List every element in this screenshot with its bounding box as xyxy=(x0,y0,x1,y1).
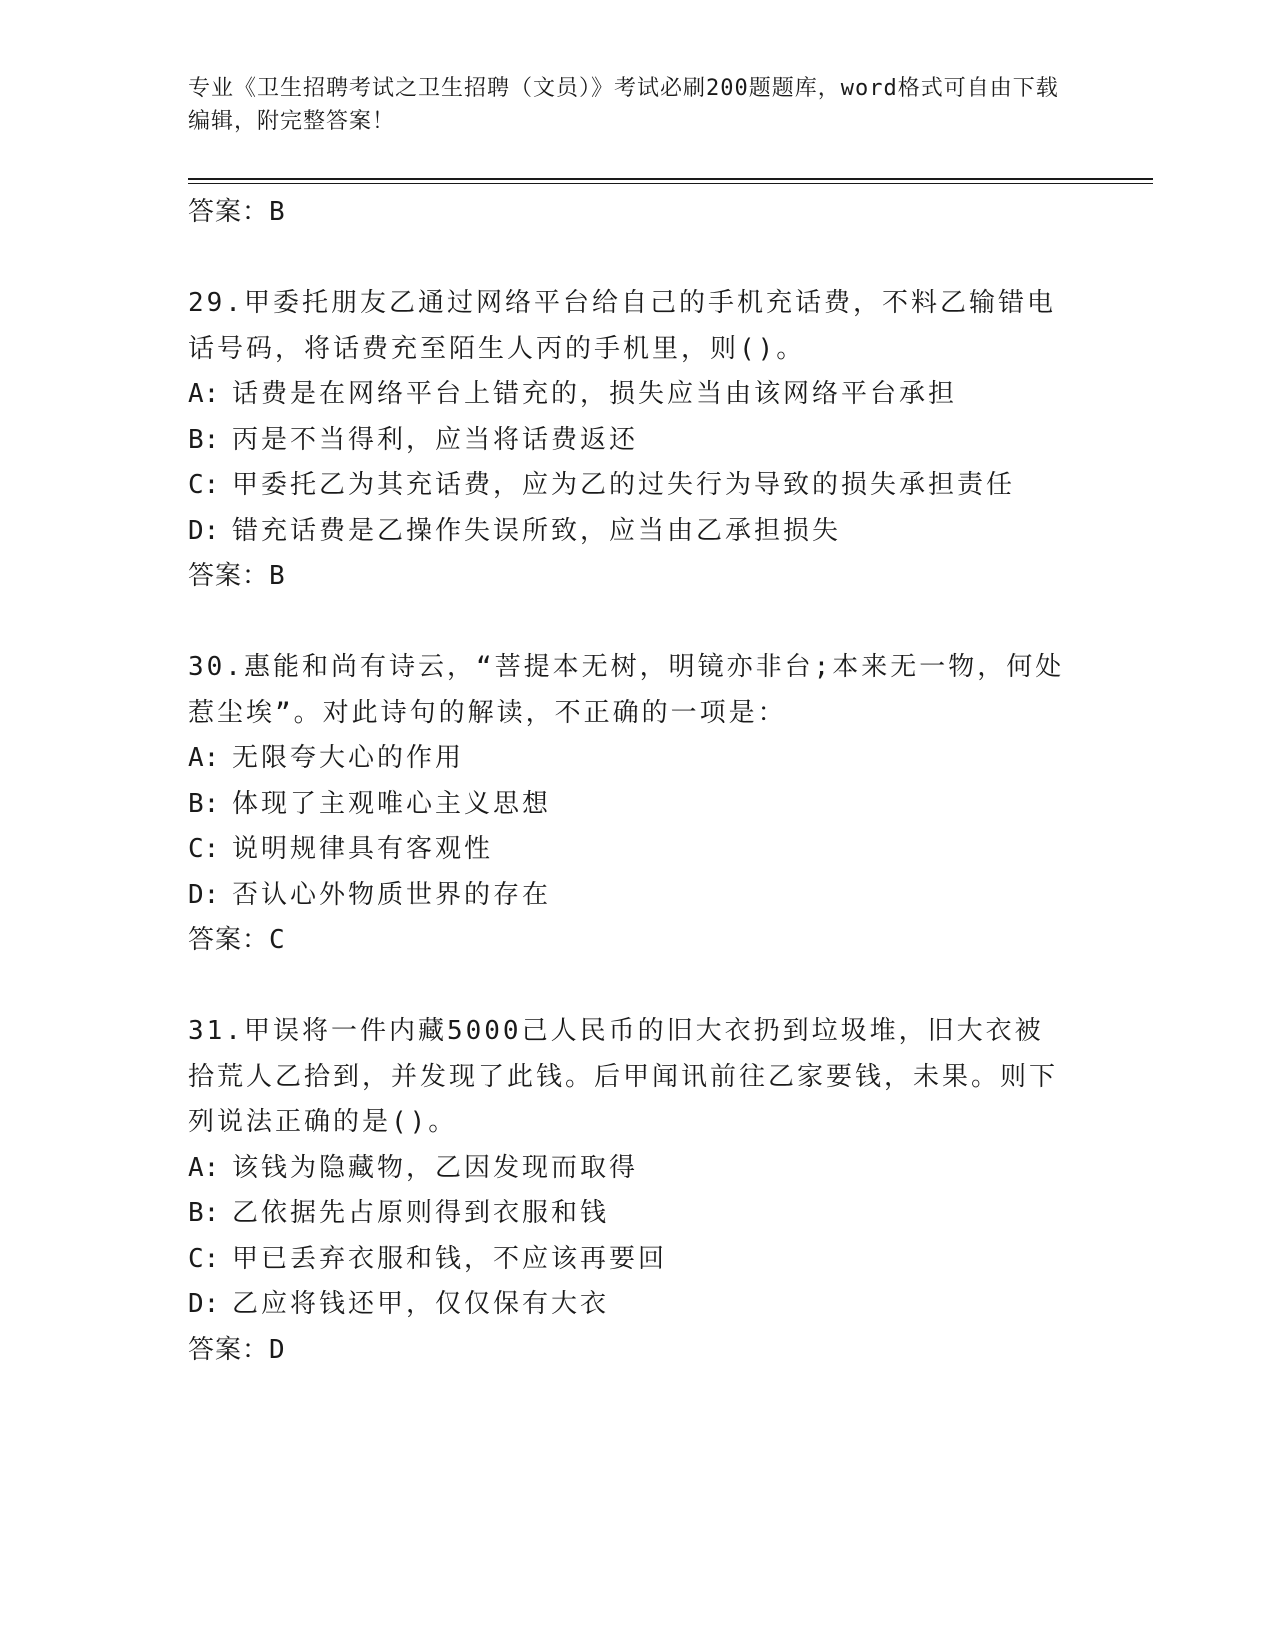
option-letter: A: xyxy=(188,743,220,773)
option-a xyxy=(188,736,1088,782)
option-letter: B: xyxy=(188,1198,220,1228)
option-letter: D: xyxy=(188,879,220,910)
option-d xyxy=(188,509,1088,555)
option-c xyxy=(188,1237,1088,1283)
option-text: 乙应将钱还甲，仅仅保有大衣 xyxy=(232,1289,610,1319)
page-header: 专业《卫生招聘考试之卫生招聘（文员）》考试必刷200题题库，word格式可自由下载编辑，附完整答案！ xyxy=(188,76,1059,134)
option-text: 甲委托乙为其充话费，应为乙的过失行为导致的损失承担责任 xyxy=(232,470,1016,500)
option-text: 体现了主观唯心主义思想 xyxy=(232,788,552,819)
option-letter: A: xyxy=(188,1152,220,1183)
answer-line: 答案：B xyxy=(188,561,286,591)
option-d xyxy=(188,873,1088,919)
question-text: 31.甲误将一件内藏5000己人民币的旧大衣扔到垃圾堆，旧大衣被拾荒人乙拾到，并发现了此钱。后甲闻讯前往乙家要钱，未果。则下列说法正确的是()。 xyxy=(188,1016,1059,1137)
question-block xyxy=(188,1009,1088,1373)
spacer xyxy=(188,235,1088,281)
question-text: 29.甲委托朋友乙通过网络平台给自己的手机充话费，不料乙输错电话号码，将话费充至陌生人丙的手机里，则()。 xyxy=(188,288,1056,364)
answer-line: 答案：C xyxy=(188,925,286,955)
question-block xyxy=(188,645,1088,963)
option-letter: C: xyxy=(188,1243,220,1274)
option-letter: C: xyxy=(188,834,220,864)
question-block xyxy=(188,281,1088,599)
previous-answer: 答案：B xyxy=(188,197,286,227)
option-b xyxy=(188,418,1088,464)
answer-line: 答案：D xyxy=(188,1334,286,1365)
option-d xyxy=(188,1282,1088,1328)
option-letter: D: xyxy=(188,1289,220,1319)
option-text: 话费是在网络平台上错充的，损失应当由该网络平台承担 xyxy=(232,379,958,409)
option-text: 说明规律具有客观性 xyxy=(232,834,494,864)
option-text: 乙依据先占原则得到衣服和钱 xyxy=(232,1198,610,1228)
option-a xyxy=(188,372,1088,418)
header-rule-thin xyxy=(188,183,1153,184)
option-letter: D: xyxy=(188,515,220,546)
option-letter: A: xyxy=(188,379,220,409)
option-b xyxy=(188,1191,1088,1237)
spacer xyxy=(188,963,1088,1009)
option-text: 错充话费是乙操作失误所致，应当由乙承担损失 xyxy=(232,515,842,546)
question-list xyxy=(188,188,1088,1373)
option-b xyxy=(188,782,1088,828)
option-c xyxy=(188,463,1088,509)
option-text: 该钱为隐藏物，乙因发现而取得 xyxy=(232,1152,639,1183)
option-text: 丙是不当得利，应当将话费返还 xyxy=(232,424,639,455)
option-letter: B: xyxy=(188,788,220,819)
option-text: 否认心外物质世界的存在 xyxy=(232,879,552,910)
option-a xyxy=(188,1146,1088,1192)
question-text: 30.惠能和尚有诗云，“菩提本无树，明镜亦非台;本来无一物，何处惹尘埃”。对此诗句的解读，不正确的一项是： xyxy=(188,652,1065,728)
header-rule-thick xyxy=(188,178,1153,180)
spacer xyxy=(188,599,1088,645)
option-c xyxy=(188,827,1088,873)
option-text: 无限夸大心的作用 xyxy=(232,743,465,773)
option-letter: B: xyxy=(188,424,220,455)
option-letter: C: xyxy=(188,470,220,500)
option-text: 甲已丢弃衣服和钱，不应该再要回 xyxy=(232,1243,668,1274)
